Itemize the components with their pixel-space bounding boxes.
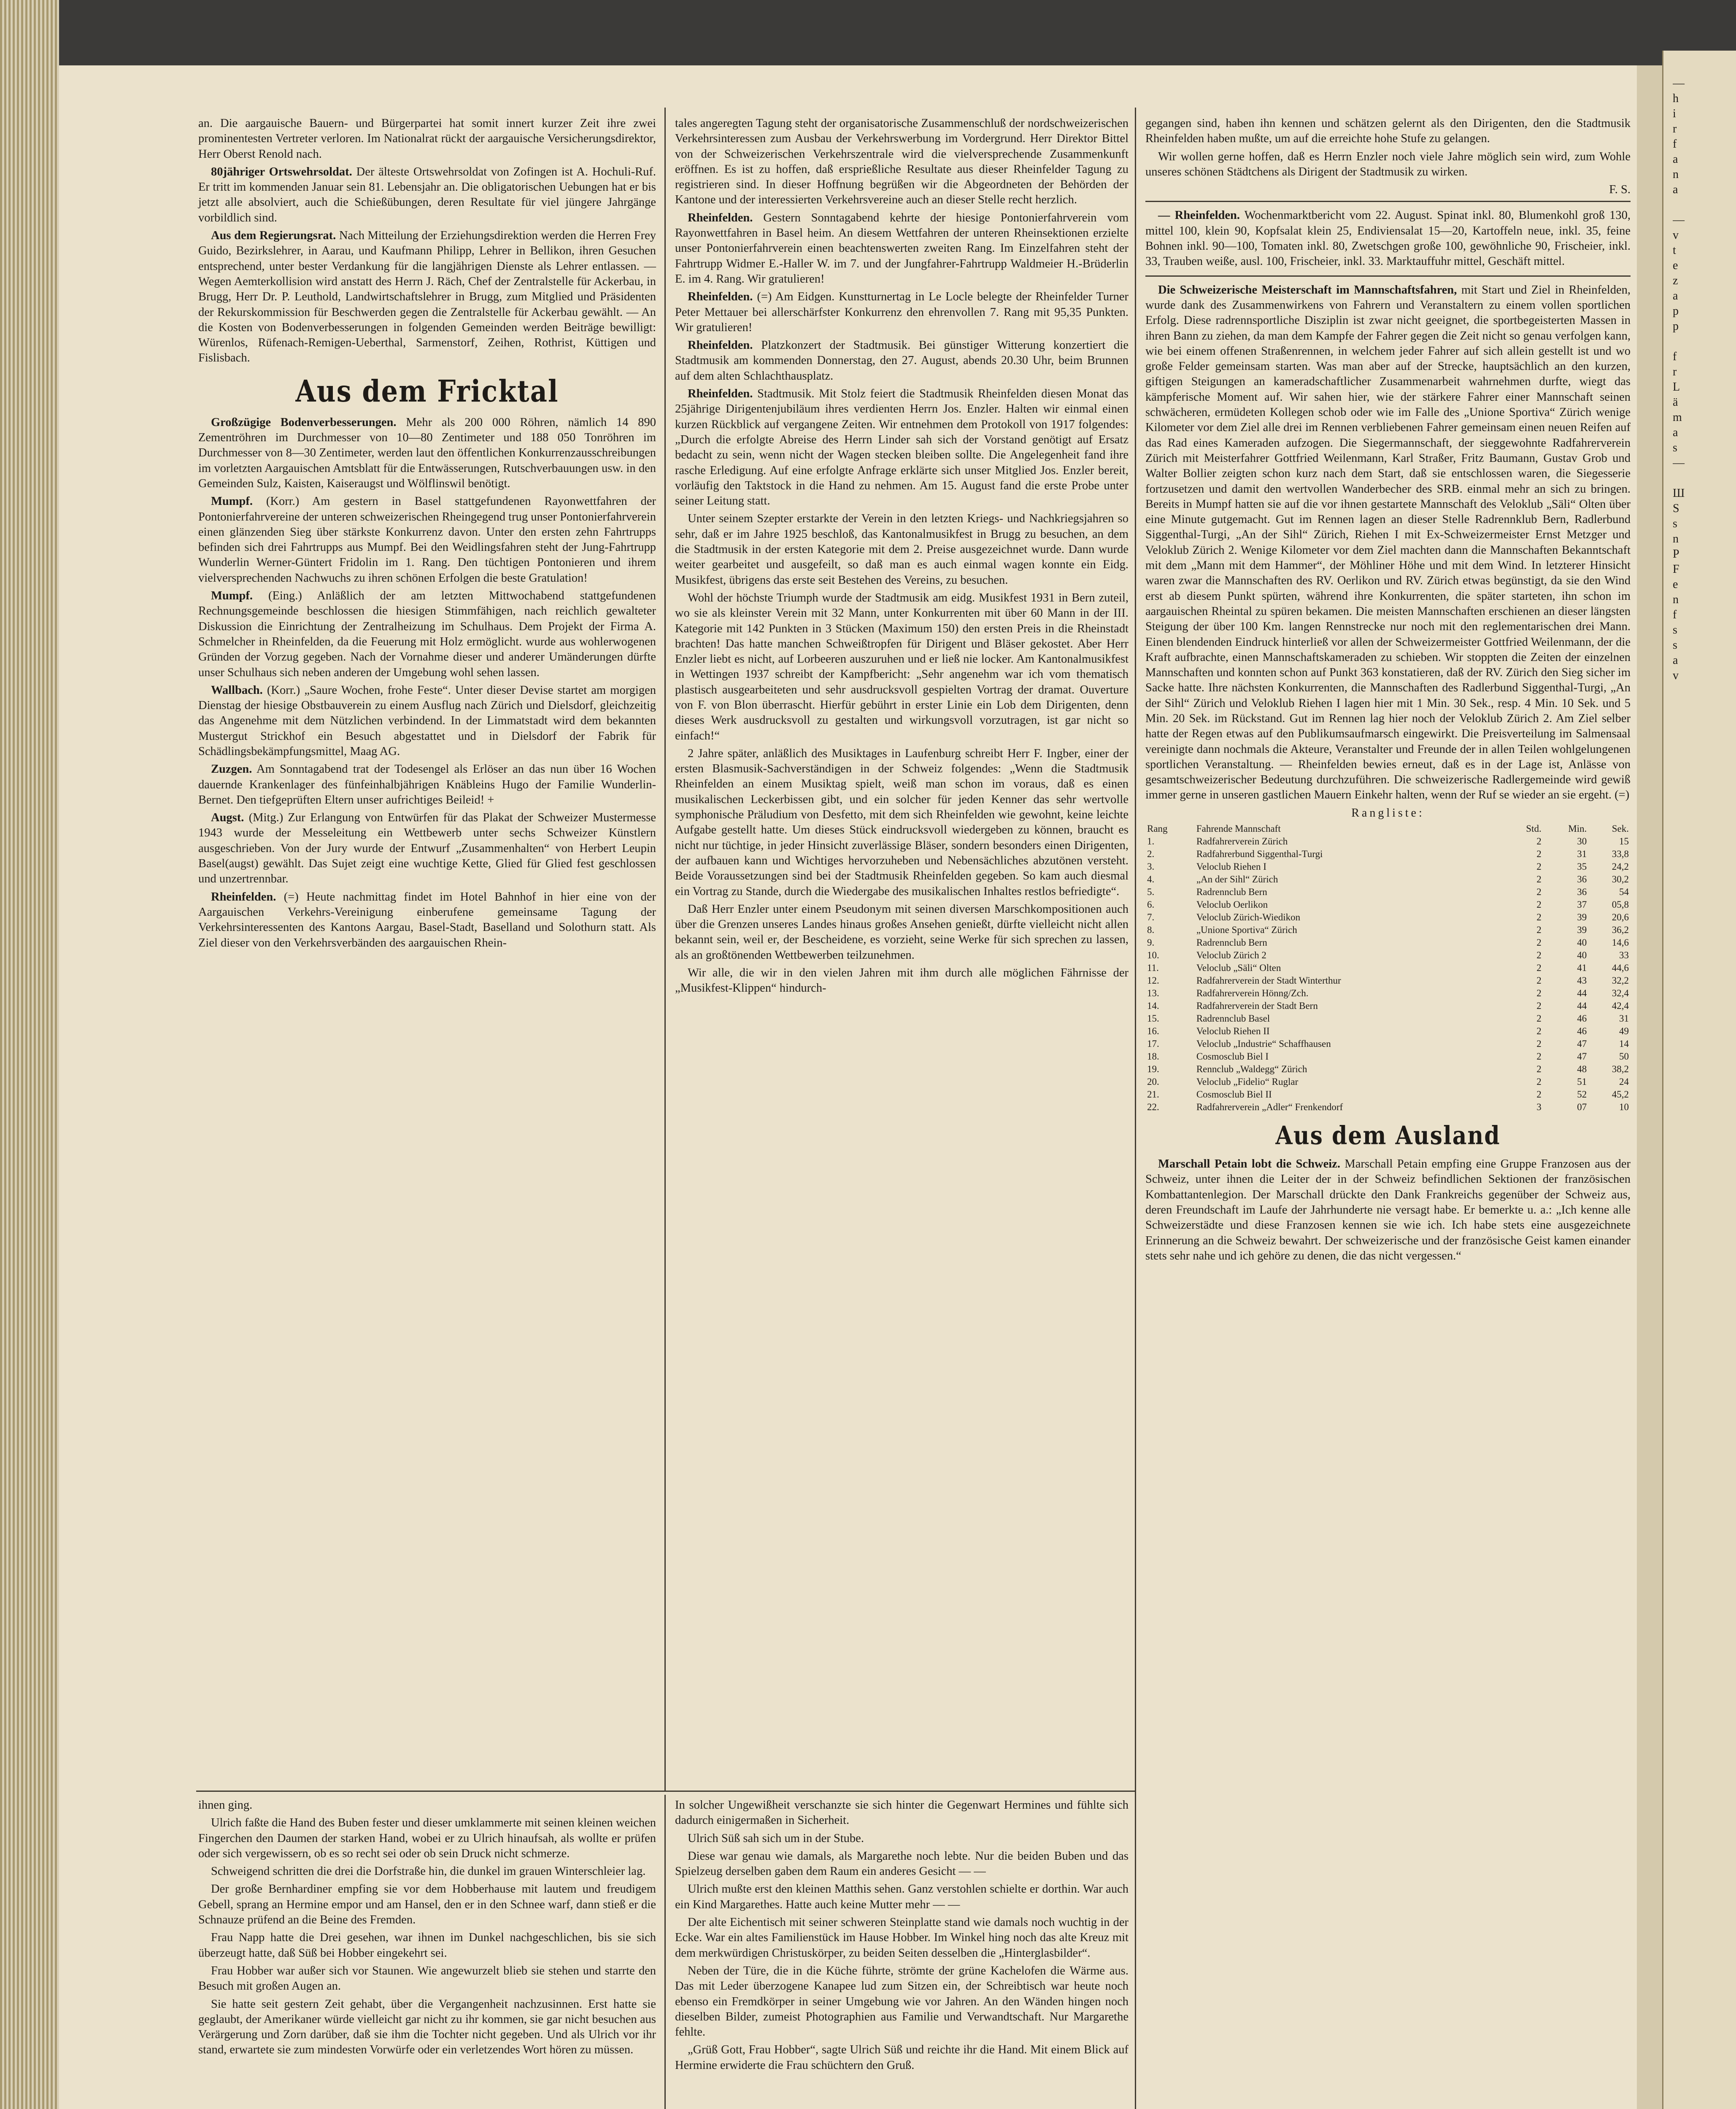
article-lead: Rheinfelden.	[688, 211, 753, 224]
ranking-row	[1145, 987, 1631, 1000]
adjacent-page-line: p	[1673, 305, 1679, 318]
ranking-cell: 4.	[1147, 874, 1155, 885]
ranking-cell: 43	[1577, 975, 1587, 986]
ranking-cell: Veloclub Riehen I	[1196, 861, 1266, 872]
ranking-cell: 2	[1536, 874, 1542, 885]
section-heading-ausland: Aus dem Ausland	[1275, 1121, 1501, 1151]
adjacent-page-line: P	[1673, 547, 1679, 561]
column-rule-1	[664, 108, 666, 1791]
ranking-cell: 39	[1577, 912, 1587, 923]
ranking-row	[1145, 886, 1631, 898]
article-body: Platzkonzert der Stadtmusik. Bei günstiger Witterung konzertiert die Stadtmusik am kommenden Donnerstag, den 27. August, abends 20.30 Uhr, beim Brunnen auf dem alten Schlachthausplatz.	[675, 339, 1129, 383]
ranking-cell: 36	[1577, 874, 1587, 885]
article-lead: Die Schweizerische Meisterschaft im Mannschaftsfahren,	[1158, 283, 1457, 297]
adjacent-page-line: n	[1673, 532, 1679, 545]
ranking-row	[1145, 1063, 1631, 1076]
col3-paragraph	[1145, 1157, 1631, 1264]
article-body: Mehr als 200 000 Röhren, nämlich 14 890 Zementröhren im Durchmesser von 10—80 Zentimeter und 188 050 Tonröhren im Durchmesser von 8—30 Zentimeter, werden laut den öffentlichen Konkurrenzausschreibungen im vorletzten Aargauischen Amtsblatt für die Entwässerungen, Rutschverbauungen usw. in den Gemeinden Sulz, Kaisten, Kaiseraugst und Wölflinswil benötigt.	[198, 415, 656, 490]
column-rule-2	[1135, 108, 1136, 2109]
adjacent-page-line: Ш	[1673, 487, 1685, 500]
adjacent-page-line	[1673, 334, 1732, 349]
article-lead: 80jähriger Ortswehrsoldat.	[211, 165, 352, 178]
adjacent-page-line: n	[1673, 168, 1679, 181]
ranking-cell: „An der Sihl“ Zürich	[1196, 874, 1278, 885]
ranking-row	[1145, 1050, 1631, 1063]
adjacent-page-line: —	[1673, 456, 1685, 469]
ranking-row	[1145, 873, 1631, 886]
divider	[1145, 275, 1631, 277]
article-body: (Korr.) „Saure Wochen, frohe Feste“. Unter dieser Devise startet am morgigen Dienstag der hiesige Obstbauverein zu einem Ausflug nach Zürich und Dielsdorf, gleichzeitig das Angenehme mit dem Nützlichen verbindend. In der Limmatstadt wird dem bekannten Mustergut Strickhof ein Besuch abgestattet und in Dielsdorf der Fabrik für Schädlingsbekämpfungsmittel, Maag AG.	[198, 683, 656, 758]
ranking-cell: 41	[1577, 963, 1587, 974]
ranking-cell: 2	[1536, 1076, 1542, 1087]
story-paragraph: Ulrich faßte die Hand des Buben fester und dieser umklammerte mit seinen kleinen weichen Fingerchen den Daumen der starken Hand, wobei er zu Ulrich hinaufsah, als wollte er prüfen oder sich vergewissern, ob es so recht sei oder ob sein Druck nicht schmerze.	[198, 1816, 656, 1860]
ranking-cell: 2	[1536, 861, 1542, 872]
story-paragraph: Schweigend schritten die drei die Dorfstraße hin, die dunkel im grauen Winterschleier lag.	[211, 1865, 646, 1878]
ranking-row	[1145, 974, 1631, 987]
ranking-cell: 3	[1536, 1102, 1542, 1113]
article-lead: — Rheinfelden.	[1158, 209, 1240, 222]
ranking-cell: 36	[1577, 887, 1587, 898]
ranking-cell: 2	[1536, 963, 1542, 974]
ranking-cell: 05,8	[1612, 899, 1629, 910]
adjacent-page-line: f	[1673, 138, 1677, 151]
ranking-cell: 31	[1619, 1013, 1629, 1024]
ranking-cell: Veloclub Zürich 2	[1196, 950, 1266, 961]
col1-paragraph	[198, 415, 656, 491]
story-left-column	[198, 1798, 656, 2060]
adjacent-page-line: z	[1673, 274, 1678, 287]
article-body: (=) Am Eidgen. Kunstturnertag in Le Locle belegte der Rheinfelder Turner Peter Mettauer bei allerschärfster Konkurrenz den ehrenvollen 7. Rang mit 95,35 Punkten. Wir gratulieren!	[675, 290, 1129, 334]
ranking-cell: 2.	[1147, 849, 1155, 860]
article-body: Marschall Petain empfing eine Gruppe Franzosen aus der Schweiz, unter ihnen die Leiter der in der Schweiz befindlichen Sektionen der französischen Kombattantenlegion. Der Marschall drückte den Dank Frankreichs gegenüber der Schweiz aus, deren Freundschaft im Laufe der Jahrhunderte nie versagt habe. Er bemerkte u. a.: „Ich kenne alle Schweizerstädte und diese Franzosen kennen sie wie ich. Ich habe stets eine ausgezeichnete Erinnerung an die Schweiz bewahrt. Der schweizerische und der französische Geist kamen einander stets sehr nahe und ich gehöre zu denen, die das nicht vergessen.“	[1145, 1157, 1631, 1262]
adjacent-page-line: r	[1673, 122, 1677, 135]
adjacent-page-line	[1673, 197, 1732, 213]
adjacent-page-line: m	[1673, 411, 1682, 424]
ranking-header-row	[1145, 823, 1631, 835]
adjacent-page-line: e	[1673, 259, 1678, 272]
divider	[1145, 201, 1631, 202]
ranking-cell: Cosmosclub Biel II	[1196, 1089, 1272, 1100]
col2-paragraph: 2 Jahre später, anläßlich des Musiktages in Laufenburg schreibt Herr F. Ingber, einer der ersten Blasmusik-Sachverständigen in der Schweiz folgendes: „Wenn die Stadtmusik Rheinfelden an einem Musiktag spielt, weiß man schon im voraus, daß es einen musikalischen Leckerbissen gibt, und ein solcher für jeden Kenner das sehr wertvolle symphonische Präludium von Desfetto, mit dem sich Rheinfelden wie gewohnt, keine leichte Aufgabe gestellt hatte. Um dieses Stück eindrucksvoll wiedergeben zu können, braucht es nicht nur tüchtige, in jeder Hinsicht zuverlässige Bläser, sondern besonders einen Dirigenten, der aufbauen kann und Wichtiges hervorzuheben und Nebensächliches abzutönen versteht. Beide Voraussetzungen sind bei der Stadtmusik Rheinfelden gegeben. So kam auch diesmal ein Vortrag zu Stande, durch die Wiedergabe des musikalischen Inhaltes restlos befriedigte“.	[675, 747, 1129, 898]
ranking-cell: 45,2	[1612, 1089, 1629, 1100]
ranking-cell: 6.	[1147, 899, 1155, 910]
col1-paragraph	[198, 683, 656, 759]
adjacent-page-line: f	[1673, 350, 1677, 363]
ranking-cell: Radfahrerverein der Stadt Bern	[1196, 1001, 1318, 1011]
ranking-cell: 3.	[1147, 861, 1155, 872]
ranking-header: Min.	[1568, 823, 1587, 834]
story-paragraph: „Grüß Gott, Frau Hobber“, sagte Ulrich Süß und reichte ihr die Hand. Mit einem Blick auf Hermine erwiderte die Frau schüchtern den Gruß.	[675, 2043, 1129, 2072]
ranking-cell: 22.	[1147, 1102, 1159, 1113]
story-column-rule	[664, 1795, 666, 2109]
ranking-row	[1145, 1088, 1631, 1101]
story-paragraph: Ulrich Süß sah sich um in der Stube.	[688, 1831, 864, 1845]
ranking-cell: Radrennclub Bern	[1196, 887, 1267, 898]
ranking-cell: 50	[1619, 1051, 1629, 1062]
column-1	[198, 116, 656, 953]
ranking-cell: Radfahrerverein Hönng/Zch.	[1196, 988, 1309, 999]
ranking-row	[1145, 1101, 1631, 1114]
story-paragraph: Ulrich mußte erst den kleinen Matthis sehen. Ganz verstohlen schielte er dorthin. War auch ein Kind Margarethes. Hatte auch keine Mutter mehr — —	[675, 1882, 1129, 1911]
author-signature: F. S.	[1609, 183, 1631, 197]
article-lead: Rheinfelden.	[688, 339, 753, 352]
ranking-row	[1145, 936, 1631, 949]
column-3	[1145, 116, 1631, 1266]
ranking-row	[1145, 1000, 1631, 1012]
col1-paragraph	[198, 762, 656, 808]
article-body: Wochenmarktbericht vom 22. August. Spinat inkl. 80, Blumenkohl groß 130, mittel 100, klein 90, Kopfsalat klein 25, Endiviensalat 15—20, Kartoffeln neue, inkl. 35, feine Bohnen inkl. 90—100, Tomaten inkl. 80, Zwetschgen große 100, gewöhnliche 90, Frischeier, inkl. 33, Trauben weiße, ausl. 100, Frischeier, inkl. 33. Marktauffuhr mittel, Geschäft mittel.	[1145, 209, 1631, 268]
section-heading-fricktal: Aus dem Fricktal	[295, 373, 559, 409]
ranking-table	[1145, 823, 1631, 1114]
story-top-rule	[196, 1791, 1135, 1792]
adjacent-page-line: a	[1673, 153, 1678, 166]
ranking-cell: Veloclub „Säli“ Olten	[1196, 963, 1281, 974]
ranking-cell: Veloclub Zürich-Wiedikon	[1196, 912, 1301, 923]
article-body: Gestern Sonntagabend kehrte der hiesige Pontonierfahrverein vom Rayonwettfahren in Basel heim. An diesem Wettfahren der unteren Rheinsektionen erzielte unser Pontonierfahrverein einen beachtenswerten zweiten Rang. Im Einzelfahren steht der Fahrtrupp Widmer E.-Haller W. im 7. und der Jungfahrer-Fahrtrupp Waldmeier H.-Brüderlin E. im 4. Rang. Wir gratulieren!	[675, 211, 1129, 286]
ranking-cell: 15	[1619, 836, 1629, 847]
ranking-cell: 48	[1577, 1064, 1587, 1075]
ranking-cell: 2	[1536, 1089, 1542, 1100]
col1-paragraph	[198, 588, 656, 680]
ranking-cell: 35	[1577, 861, 1587, 872]
ranking-cell: 44	[1577, 988, 1587, 999]
ranking-cell: 20.	[1147, 1076, 1159, 1087]
ranking-cell: 2	[1536, 1051, 1542, 1062]
ranking-cell: 21.	[1147, 1089, 1159, 1100]
col1-paragraph	[198, 228, 656, 366]
col1-paragraph	[198, 810, 656, 887]
ranking-header: Fahrende Mannschaft	[1196, 823, 1281, 834]
ranking-cell: 2	[1536, 912, 1542, 923]
article-body: Der älteste Ortswehrsoldat von Zofingen ist A. Hochuli-Ruf. Er tritt im kommenden Januar sein 81. Lebensjahr an. Die obligatorischen Uebungen hat er bis jetzt alle absolviert, auch die Schießübungen, deren Resultate für viel jüngere Jahrgänge vorbildlich sind.	[198, 165, 656, 224]
ranking-cell: 14.	[1147, 1001, 1159, 1011]
adjacent-page-line: s	[1673, 623, 1677, 636]
ranking-cell: 16.	[1147, 1026, 1159, 1037]
story-paragraph: In solcher Ungewißheit verschanzte sie sich hinter die Gegenwart Hermines und fühlte sich dadurch einigermaßen in Sicherheit.	[675, 1799, 1129, 1827]
ranking-cell: 2	[1536, 1013, 1542, 1024]
ranking-header: Sek.	[1612, 823, 1629, 834]
col3-paragraph	[1145, 208, 1631, 269]
ranking-row	[1145, 1038, 1631, 1050]
ranking-cell: 39	[1577, 925, 1587, 936]
adjacent-page-line: s	[1673, 441, 1677, 454]
ranking-row	[1145, 848, 1631, 860]
col2-paragraph	[675, 289, 1129, 335]
ranking-row	[1145, 835, 1631, 848]
ranking-cell: 44,6	[1612, 963, 1629, 974]
ranking-cell: Radrennclub Bern	[1196, 937, 1267, 948]
ranking-cell: 32,2	[1612, 975, 1629, 986]
col2-paragraph	[675, 386, 1129, 509]
ranking-cell: 5.	[1147, 887, 1155, 898]
article-lead: Großzügige Bodenverbesserungen.	[211, 415, 397, 429]
book-page-edges	[0, 0, 59, 2109]
ranking-cell: 12.	[1147, 975, 1159, 986]
ranking-cell: 42,4	[1612, 1001, 1629, 1011]
ranking-cell: 52	[1577, 1089, 1587, 1100]
ranking-row	[1145, 949, 1631, 962]
article-body: (Mitg.) Zur Erlangung von Entwürfen für das Plakat der Schweizer Mustermesse 1943 wurde der Messeleitung ein Wettbewerb unter sechs Schweizer Künstlern ausgeschrieben. Von der Jury wurde der Entwurf „Zusammenhalten“ von Herbert Leupin Basel(augst) gewählt. Das Sujet zeigt eine wuchtige Kette, Glied für Glied fest geschlossen und unzertrennbar.	[198, 811, 656, 886]
ranking-cell: Veloclub Riehen II	[1196, 1026, 1270, 1037]
ranking-cell: 1.	[1147, 836, 1155, 847]
adjacent-page-line: L	[1673, 380, 1680, 394]
article-body: mit Start und Ziel in Rheinfelden, wurde dank des Zusammenwirkens von Fahrern und Veranstaltern zu einem vollen sportlichen Erfolg. Diese radrennsportliche Disziplin ist zwar nicht geeignet, die sportbegeisterten Massen in ihren Bann zu ziehen, da man dem Kampfe der Fahrer gegen die Zeit nicht so genau verfolgen kann, wie bei einem offenen Straßenrennen, in welchem jeder Fahrer auf sich allein gestellt ist und wo große Felder gemeinsam starten. Was man aber auf der Strecke, hauptsächlich an den kurzen, giftigen Steigungen an kameradschaftlicher Zusammenarbeit wahrnehmen durfte, wiegt das kämpferische Moment auf. Wir sahen hier, wie der stärkere Fahrer einer Mannschaft seinen schwächeren, ermüdeten Kollegen schob oder wie im Falle des „Unione Sportiva“ Zürich wenige Kilometer vor dem Ziel alle drei im Rennen verbliebenen Fahrer gemeinsam einen neuen Reifen auf das Rad eines Kameraden aufzogen. Die Siegermannschaft, der sieggewohnte Radfahrerverein Zürich mit Meisterfahrer Gottfried Weilenmann, Karl Straßer, Fritz Baumann, Gustav Grob und Walter Bollier zeigten schon kurz nach dem Start, daß sie entschlossen waren, die Siegesserie fortzusetzen und damit den wertvollen Wanderbecher des SRB. einmal mehr an sich zu bringen. Bereits in Mumpf hatten sie auf die vor ihnen gestartete Mannschaft des Veloklub „Säli“ Olten über eine Minute gutgemacht. Gut im Rennen lagen an dieser Stelle Radrennklub Bern, Radlerbund Siggenthal-Turgi, „An der Sihl“ Zürich, Riehen I mit Ex-Schweizermeister Ernst Metzger und Veloklub Zürich 2. Wenige Kilometer vor dem Ziel machten dann die Mannschaften Bekanntschaft mit dem „Mann mit dem Hammer“, der Möhliner Höhe und mit dem Wind. In letzterer Hinsicht waren zwar die Mannschaften des RV. Oerlikon und RV. Zürich etwas begünstigt, da sie den Wind erst ab diesem Punkt spürten, während ihre Konkurrenten, die später starteten, ihn schon im aargauischen Rheintal zu spüren bekamen. Die meisten Mannschaften erschienen an dieser längsten Steigung der über 100 Km. langen Rennstrecke nur noch mit den reglementarischen drei Mann. Einen blendenden Eindruck hinterließ vor allen der Schweizermeister Gottfried Weilenmann, der die Kraft aufbrachte, einen Mannschaftskameraden zu schieben. Wir stoppten die Zeiten der einzelnen Mannschaften und konnten schon auf Punkt 363 konstatieren, daß der RV. Zürich den Sieg sicher im Sacke hatte. Ihre nächsten Konkurrenten, die Mannschaften des Radlerbund Siggenthal-Turgi, „An der Sihl“ Zürich und Veloklub Riehen I lagen hier mit 1 Min. 30 Sek., resp. 4 Min. 10 Sek. und 5 Min. 20 Sek. im Rückstand. Gut im Rennen lag hier noch der Veloklub Zürich 2. Am Ziel selber hatte der Regen etwas auf den Publikumsaufmarsch eingewirkt. Die Preisverteilung im Salmensaal vereinigte dann nochmals die Akteure, Veranstalter und Freunde der in allen Teilen wohlgelungenen sportlichen Veranstaltung. — Rheinfelden bewies erneut, daß es in der Lage ist, Anlässe von gesamtschweizerischer Bedeutung durchzuführen. Die schweizerische Radlergemeinde wird gewiß immer gerne in unseren gastlichen Mauern Einkehr halten, wenn der Ruf se wieder an sie ergeht. (=)	[1145, 283, 1631, 802]
article-lead: Mumpf.	[211, 495, 253, 508]
col1-paragraph: an. Die aargauische Bauern- und Bürgerpartei hat somit innert kurzer Zeit ihre zwei prominentesten Vertreter verloren. Im Nationalrat rückt der aargauische Versicherungsdirektor, Herr Oberst Renold nach.	[198, 117, 656, 161]
article-lead: Rheinfelden.	[211, 890, 276, 903]
ranking-cell: 2	[1536, 899, 1542, 910]
article-body: Stadtmusik. Mit Stolz feiert die Stadtmusik Rheinfelden diesen Monat das 25jährige Dirigentenjubiläum ihres verdienten Herrn Jos. Enzler. Halten wir einmal einen kurzen Rückblick auf vergangene Zeiten. Wir entnehmen dem Protokoll von 1917 folgendes: „Durch die erfolgte Abreise des Herrn Linder sah sich der Vorstand genötigt auf Ersatz bedacht zu sein, wenn nicht der Wagen stecken bleiben sollte. Die Angelegenheit fand ihre rasche Erledigung. Auf eine erfolgte Anfrage erklärte sich unser Mitglied Jos. Enzler bereit, vorläufig den Taktstock in die Hand zu nehmen. Am 15. August fand die erste Probe unter seiner Leitung statt.	[675, 387, 1129, 508]
article-body: (Eing.) Anläßlich der am letzten Mittwochabend stattgefundenen Rechnungsgemeinde beschlossen die hiesigen Stimmfähigen, nach reichlich gewalteter Diskussion die Einrichtung der Zentralheizung im Schulhaus. Dem Projekt der Firma A. Schmelcher in Rheinfelden, da die Feuerung mit Holz ermöglicht. wurde aus wohlerwogenen Gründen der Vorzug gegeben. Nach der Vornahme dieser und anderer Umänderungen dürfte unser Schulhaus sich neben anderen der Umgebung wohl sehen lassen.	[198, 589, 656, 679]
story-paragraph: Der große Bernhardiner empfing sie vor dem Hobberhause mit lautem und freudigem Gebell, sprang an Hermine empor und am Hansel, den er in den Schnee warf, dann stieß er die Schnauze prüfend an die Beine des Fremden.	[198, 1882, 656, 1927]
ranking-cell: 32,4	[1612, 988, 1629, 999]
adjacent-page-line: e	[1673, 578, 1678, 591]
article-lead: Augst.	[211, 811, 244, 825]
ranking-cell: 17.	[1147, 1038, 1159, 1049]
col1-paragraph	[198, 494, 656, 586]
ranking-row	[1145, 962, 1631, 974]
ranking-cell: 33	[1619, 950, 1629, 961]
adjacent-page-line: s	[1673, 517, 1677, 530]
adjacent-page-line: h	[1673, 92, 1679, 105]
ranking-cell: 2	[1536, 1064, 1542, 1075]
ranking-row	[1145, 1025, 1631, 1038]
ranking-cell: 36,2	[1612, 925, 1629, 936]
col3-paragraph: Wir wollen gerne hoffen, daß es Herrn Enzler noch viele Jahre möglich sein wird, zum Wohle unseres schönen Städtchens als Dirigent der Stadtmusik zu wirken.	[1145, 150, 1631, 178]
ranking-cell: Veloclub Oerlikon	[1196, 899, 1268, 910]
ranking-cell: 46	[1577, 1013, 1587, 1024]
story-right-column	[675, 1798, 1129, 2076]
ranking-cell: 44	[1577, 1001, 1587, 1011]
ranking-cell: Rennclub „Waldegg“ Zürich	[1196, 1064, 1307, 1075]
ranking-cell: 2	[1536, 925, 1542, 936]
ranking-row	[1145, 911, 1631, 924]
ranking-cell: Veloclub „Fidelio“ Ruglar	[1196, 1076, 1299, 1087]
adjacent-page-line: S	[1673, 502, 1679, 515]
ranking-cell: 31	[1577, 849, 1587, 860]
ranking-cell: 9.	[1147, 937, 1155, 948]
ranking-cell: 2	[1536, 975, 1542, 986]
story-paragraph: ihnen ging.	[198, 1799, 253, 1812]
ranking-cell: „Unione Sportiva“ Zürich	[1196, 925, 1297, 936]
ranking-cell: 15.	[1147, 1013, 1159, 1024]
ranking-cell: 38,2	[1612, 1064, 1629, 1075]
adjacent-page-text	[1673, 76, 1732, 2109]
ranking-row	[1145, 860, 1631, 873]
adjacent-page-line: F	[1673, 563, 1679, 576]
article-lead: Zuzgen.	[211, 763, 252, 776]
ranking-cell: 30,2	[1612, 874, 1629, 885]
ranking-cell: 24	[1619, 1076, 1629, 1087]
article-body: (Korr.) Am gestern in Basel stattgefundenen Rayonwettfahren der Pontonierfahrvereine der unteren schweizerischen Rheingegend trug unser Pontonierfahrverein einen glänzenden Sieg über stärkste Konkurrenz davon. Unter den ersten zehn Fahrtrupps befinden sich drei Fahrtrupps aus Mumpf. Bei den Weidlingsfahren steht der Jung-Fahrtrupp Wunderlin Werner-Güntert Fridolin im 1. Rang. Den tüchtigen Pontonieren und ihrem vielversprechenden Nachwuchs zu ihren schönen Erfolgen die beste Gratulation!	[198, 495, 656, 585]
ranking-cell: 47	[1577, 1051, 1587, 1062]
ranking-cell: Radrennclub Basel	[1196, 1013, 1270, 1024]
adjacent-page-line: a	[1673, 654, 1678, 667]
ranking-cell: 20,6	[1612, 912, 1629, 923]
ranking-cell: 14	[1619, 1038, 1629, 1049]
adjacent-page-line: n	[1673, 593, 1679, 606]
ranking-cell: 19.	[1147, 1064, 1159, 1075]
adjacent-page-line: ä	[1673, 396, 1678, 409]
ranking-cell: 37	[1577, 899, 1587, 910]
col2-paragraph: tales angeregten Tagung steht der organisatorische Zusammenschluß der nordschweizerischen Verkehrsinteressen zum Ausbau der Verkehrswerbung im Vordergrund. Herr Direktor Bittel von der Schweizerischen Verkehrszentrale wird die vielversprechende Zusammenkunft eröffnen. Es ist zu hoffen, daß ersprießliche Resultate aus dieser Rheinfelder Tagung zu registrieren sind. In dieser Hoffnung begrüßen wir die Abgeordneten der Behörden der Kantone und der interessierten Verkehrsvereine auch an dieser Stelle recht herzlich.	[675, 117, 1129, 207]
ranking-cell: 2	[1536, 1026, 1542, 1037]
ranking-cell: Cosmosclub Biel I	[1196, 1051, 1269, 1062]
article-body: (=) Heute nachmittag findet im Hotel Bahnhof in hier eine von der Aargauischen Verkehrs-Vereinigung einberufene gemeinsame Tagung der Verkehrsinteressenten des Kantons Aargau, Basel-Stadt, Baselland und Solothurn statt. Als Ziel dieser von den Verkehrsverbänden des aargauischen Rhein-	[198, 890, 656, 949]
col1-paragraph	[198, 165, 656, 226]
column-2	[675, 116, 1129, 999]
ranking-row	[1145, 924, 1631, 936]
adjacent-page-line: f	[1673, 608, 1677, 621]
article-lead: Wallbach.	[211, 683, 263, 697]
adjacent-page-line	[1673, 471, 1732, 486]
ranking-row	[1145, 1012, 1631, 1025]
col2-paragraph	[675, 338, 1129, 384]
ranking-cell: 11.	[1147, 963, 1159, 974]
ranking-header: Std.	[1526, 823, 1542, 834]
story-paragraph: Frau Hobber war außer sich vor Staunen. Wie angewurzelt blieb sie stehen und starrte den Besuch mit großen Augen an.	[198, 1964, 656, 1993]
adjacent-page-line: —	[1673, 77, 1685, 90]
ranking-cell: 51	[1577, 1076, 1587, 1087]
story-paragraph: Neben der Türe, die in die Küche führte, strömte der grüne Kachelofen die Wärme aus. Das mit Leder überzogene Kanapee lud zum Sitzen ein, der Schreibtisch war heute noch ebenso ein Fremdkörper in seiner Umgebung wie vor Jahren. An den Wänden hingen noch dieselben Bilder, zumeist Photographien aus Familie und Verwandtschaft. Nur Margarethe fehlte.	[675, 1964, 1129, 2039]
adjacent-page-line: —	[1673, 213, 1685, 227]
ranking-title: Rangliste:	[1351, 806, 1425, 820]
ranking-header: Rang	[1147, 823, 1168, 834]
ranking-cell: 47	[1577, 1038, 1587, 1049]
col2-paragraph: Unter seinem Szepter erstarkte der Verein in den letzten Kriegs- und Nachkriegsjahren so sehr, daß er im Jahre 1925 beschloß, das Kantonalmusikfest in Brugg zu besuchen, an dem die Stadtmusik in der ersten Kategorie mit dem 2. Preise ausgezeichnet wurde. Dann wurde weiter gearbeitet und ausgefeilt, so daß man es auch einmal wagen konnte ein Eidg. Musikfest, übrigens das erste seit Bestehen des Vereins, zu besuchen.	[675, 512, 1129, 587]
ranking-cell: 40	[1577, 950, 1587, 961]
ranking-cell: 18.	[1147, 1051, 1159, 1062]
col2-paragraph: Daß Herr Enzler unter einem Pseudonym mit seinen diversen Marschkompositionen auch über die Grenzen unseres Landes hinaus großes Ansehen genießt, dürfte vielleicht nicht allen bekannt sein, weil er, der Bescheidene, es vorzieht, seine Werke für sich sprechen zu lassen, als an großtönenden Wettbewerben teilzunehmen.	[675, 902, 1129, 962]
col2-paragraph: Wohl der höchste Triumph wurde der Stadtmusik am eidg. Musikfest 1931 in Bern zuteil, wo sie als kleinster Verein mit 32 Mann, unter Konkurrenten mit über 60 Mann in der III. Kategorie mit 142 Punkten in 3 Stücken (Maximum 150) den ersten Preis in die Rheinstadt brachten! Das hatte manchen Schweißtropfen für Dirigent und Bläser gekostet. Aber Herr Enzler liebt es nicht, auf Lorbeeren auszuruhen und er ließ nie locker. Am Kantonalmusikfest in Wettingen 1937 schreibt der Kampfbericht: „Sehr angenehm war ich vom thematisch plastisch ausgearbeiteten und sehr ausdrucksvoll gespielten Vortrag der dramat. Ouverture von F. von Blon überrascht. Hierfür gebührt in erster Linie ein Lob dem Dirigenten, denn dieses Werk ausdrucksvoll zu gestalten und wirkungsvoll vorzutragen, ist gar nicht so einfach!“	[675, 591, 1129, 742]
ranking-cell: Radfahrerbund Siggenthal-Turgi	[1196, 849, 1323, 860]
ranking-cell: 10	[1619, 1102, 1629, 1113]
ranking-cell: 10.	[1147, 950, 1159, 961]
ranking-cell: 33,8	[1612, 849, 1629, 860]
ranking-cell: 2	[1536, 1001, 1542, 1011]
article-lead: Rheinfelden.	[688, 387, 753, 401]
ranking-cell: 30	[1577, 836, 1587, 847]
ranking-cell: 2	[1536, 937, 1542, 948]
article-body: Nach Mitteilung der Erziehungsdirektion werden die Herren Frey Guido, Bezirkslehrer, in Aarau, und Kaufmann Philipp, Lehrer in Bellikon, ihren Gesuchen entsprechend, unter bester Verdankung für die langjährigen Dienste als Lehrer entlassen. — Wegen Aemterkollision wird anstatt des Herrn J. Räch, Chef der Zentralstelle für Ackerbau, in Brugg, Herr Dr. P. Leuthold, Landwirtschaftslehrer in Brugg, zum Mitglied und Präsidenten der Rekurskommission für Beschwerden gegen die Zentralstelle für Ackerbau gewählt. — An die Kosten von Bodenverbesserungen in folgenden Gemeinden werden Beiträge bewilligt: Würenlos, Rüfenach-Remigen-Ueberthal, Sarmenstorf, Zeihen, Rothrist, Küttigen und Fislisbach.	[198, 229, 656, 365]
ranking-cell: 13.	[1147, 988, 1159, 999]
story-paragraph: Frau Napp hatte die Drei gesehen, war ihnen im Dunkel nachgeschlichen, bis sie sich überzeugt hatte, daß Süß bei Hobber eingekehrt sei.	[198, 1931, 656, 1960]
ranking-cell: 2	[1536, 1038, 1542, 1049]
story-paragraph: Der alte Eichentisch mit seiner schweren Steinplatte stand wie damals noch wuchtig in der Ecke. War ein altes Familienstück im Hause Hobber. Im Winkel hing noch das alte Kreuz mit dem merkwürdigen Christuskörper, zu beiden Seiten desselben die „Hinterglasbilder“.	[675, 1916, 1129, 1960]
ranking-cell: 2	[1536, 836, 1542, 847]
adjacent-page-line: v	[1673, 229, 1679, 242]
adjacent-page-line: t	[1673, 244, 1676, 257]
ranking-cell: 49	[1619, 1026, 1629, 1037]
article-lead: Marschall Petain lobt die Schweiz.	[1158, 1157, 1340, 1171]
adjacent-page-line: v	[1673, 669, 1679, 682]
story-paragraph: Sie hatte seit gestern Zeit gehabt, über die Vergangenheit nachzusinnen. Erst hatte sie geglaubt, der Amerikaner würde vielleicht gar nicht zu ihr kommen, sie gar nicht besuchen aus Verärgerung und Zorn darüber, daß sie ihm die Tochter nicht gegeben. Und als Ulrich vor ihr stand, erwartete sie zum mindesten Vorwürfe oder ein verletzendes Wort hören zu müssen.	[198, 1997, 656, 2057]
ranking-cell: 54	[1619, 887, 1629, 898]
article-lead: Aus dem Regierungsrat.	[211, 229, 336, 243]
col2-paragraph	[675, 210, 1129, 287]
article-body: Am Sonntagabend trat der Todesengel als Erlöser an das nun über 16 Wochen dauernde Krankenlager des fünfeinhalbjährigen Knäbleins Hugo der Familie Wunderlin-Bernet. Den tiefgeprüften Eltern unser aufrichtiges Beileid! +	[198, 763, 656, 806]
ranking-cell: 40	[1577, 937, 1587, 948]
ranking-cell: 07	[1577, 1102, 1587, 1113]
adjacent-page-line: p	[1673, 320, 1679, 333]
col3-paragraph: gegangen sind, haben ihn kennen und schätzen gelernt als den Dirigenten, den die Stadtmusik Rheinfelden haben mußte, um auf die erreichte hohe Stufe zu gelangen.	[1145, 117, 1631, 146]
adjacent-page-line: i	[1673, 107, 1676, 120]
adjacent-page-line: a	[1673, 183, 1678, 196]
ranking-cell: 7.	[1147, 912, 1155, 923]
adjacent-page-line: a	[1673, 289, 1678, 302]
adjacent-page-line: r	[1673, 365, 1677, 378]
article-lead: Rheinfelden.	[688, 290, 753, 304]
ranking-cell: 2	[1536, 950, 1542, 961]
ranking-cell: Radfahrerverein Zürich	[1196, 836, 1288, 847]
ranking-row	[1145, 898, 1631, 911]
ranking-cell: Veloclub „Industrie“ Schaffhausen	[1196, 1038, 1331, 1049]
ranking-cell: 8.	[1147, 925, 1155, 936]
ranking-cell: Radfahrerverein der Stadt Winterthur	[1196, 975, 1341, 986]
ranking-cell: 2	[1536, 988, 1542, 999]
ranking-row	[1145, 1076, 1631, 1088]
col2-paragraph: Wir alle, die wir in den vielen Jahren mit ihm durch alle möglichen Fährnisse der „Musikfest-Klippen“ hindurch-	[675, 966, 1129, 995]
story-paragraph: Diese war genau wie damals, als Margarethe noch lebte. Nur die beiden Buben und das Spielzeug derselben gaben dem Raum ein anderes Gesicht — —	[675, 1849, 1129, 1878]
col1-paragraph	[198, 890, 656, 951]
adjacent-page-line: s	[1673, 639, 1677, 652]
ranking-cell: 2	[1536, 849, 1542, 860]
ranking-cell: 2	[1536, 887, 1542, 898]
adjacent-page-line: a	[1673, 426, 1678, 439]
ranking-cell: Radfahrerverein „Adler“ Frenkendorf	[1196, 1102, 1343, 1113]
col3-paragraph	[1145, 283, 1631, 803]
ranking-cell: 24,2	[1612, 861, 1629, 872]
article-lead: Mumpf.	[211, 589, 253, 603]
ranking-cell: 14,6	[1612, 937, 1629, 948]
ranking-cell: 46	[1577, 1026, 1587, 1037]
